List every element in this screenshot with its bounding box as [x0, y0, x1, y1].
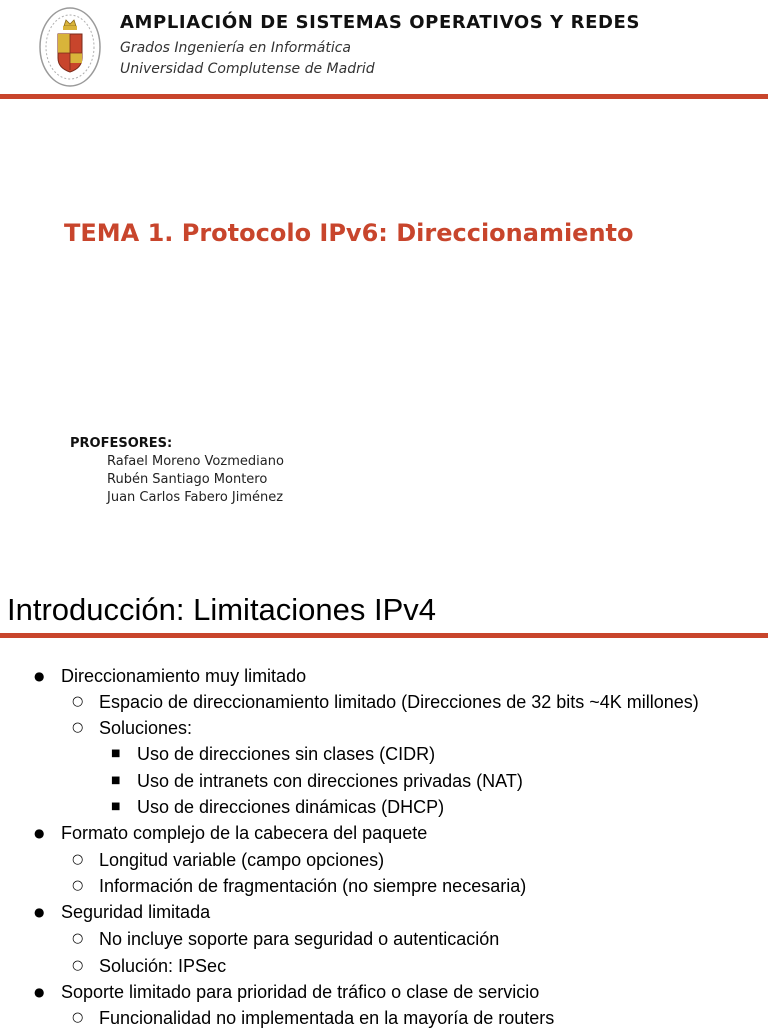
list-item-text: Direccionamiento muy limitado: [61, 666, 307, 686]
title-divider: [0, 633, 768, 638]
list-item-text: Uso de direcciones sin clases (CIDR): [137, 744, 436, 764]
list-item: [34, 902, 211, 923]
bullet-marker: ○: [72, 958, 84, 973]
list-item: [72, 956, 227, 977]
bullet-marker: ●: [34, 669, 45, 683]
list-item-text: Soporte limitado para prioridad de tráfico o clase de servicio: [61, 982, 540, 1002]
bullet-marker: ○: [72, 694, 84, 709]
slide-title: Introducción: Limitaciones IPv4: [7, 592, 437, 627]
bullet-marker: ●: [34, 905, 45, 919]
list-item-text: Seguridad limitada: [61, 902, 211, 922]
list-item-text: Longitud variable (campo opciones): [99, 850, 385, 870]
degree-line: Grados Ingeniería en Informática: [120, 40, 351, 56]
list-item: [34, 666, 307, 687]
bullet-marker: ■: [111, 748, 121, 759]
list-item: [72, 850, 385, 871]
university-seal-icon: [38, 6, 102, 88]
list-item: [72, 692, 699, 713]
list-item: [72, 1008, 555, 1029]
topic-title: TEMA 1. Protocolo IPv6: Direccionamiento: [64, 219, 634, 247]
list-item-text: Funcionalidad no implementada en la mayoría de routers: [99, 1008, 555, 1028]
list-item-text: No incluye soporte para seguridad o autenticación: [99, 929, 500, 949]
list-item: [34, 982, 540, 1003]
course-title: AMPLIACIÓN DE SISTEMAS OPERATIVOS Y REDES: [120, 12, 641, 33]
list-item-text: Uso de intranets con direcciones privadas (NAT): [137, 771, 523, 791]
bullet-marker: ○: [72, 878, 84, 893]
list-item-text: Formato complejo de la cabecera del paquete: [61, 823, 428, 843]
list-item-text: Espacio de direccionamiento limitado (Direcciones de 32 bits ~4K millones): [99, 692, 699, 712]
list-item: [72, 718, 193, 739]
bullet-marker: ○: [72, 931, 84, 946]
list-item: [111, 797, 445, 818]
bullet-marker: ●: [34, 826, 45, 840]
bullet-marker: ■: [111, 775, 121, 786]
university-line: Universidad Complutense de Madrid: [120, 61, 375, 77]
bullet-marker: ■: [111, 801, 121, 812]
list-item: [111, 744, 436, 765]
list-item-text: Información de fragmentación (no siempre necesaria): [99, 876, 527, 896]
list-item: [34, 823, 428, 844]
bullet-marker: ○: [72, 852, 84, 867]
list-item-text: Soluciones:: [99, 718, 193, 738]
bullet-marker: ●: [34, 985, 45, 999]
professor-name: Rafael Moreno Vozmediano: [107, 454, 284, 469]
professor-name: Rubén Santiago Montero: [107, 472, 268, 487]
list-item: [72, 929, 500, 950]
bullet-marker: ○: [72, 720, 84, 735]
list-item: [72, 876, 527, 897]
header-divider: [0, 94, 768, 99]
professor-name: Juan Carlos Fabero Jiménez: [107, 490, 284, 505]
list-item-text: Solución: IPSec: [99, 956, 227, 976]
bullet-marker: ○: [72, 1010, 84, 1025]
professors-label: PROFESORES:: [70, 436, 173, 451]
list-item-text: Uso de direcciones dinámicas (DHCP): [137, 797, 445, 817]
list-item: [111, 771, 523, 792]
